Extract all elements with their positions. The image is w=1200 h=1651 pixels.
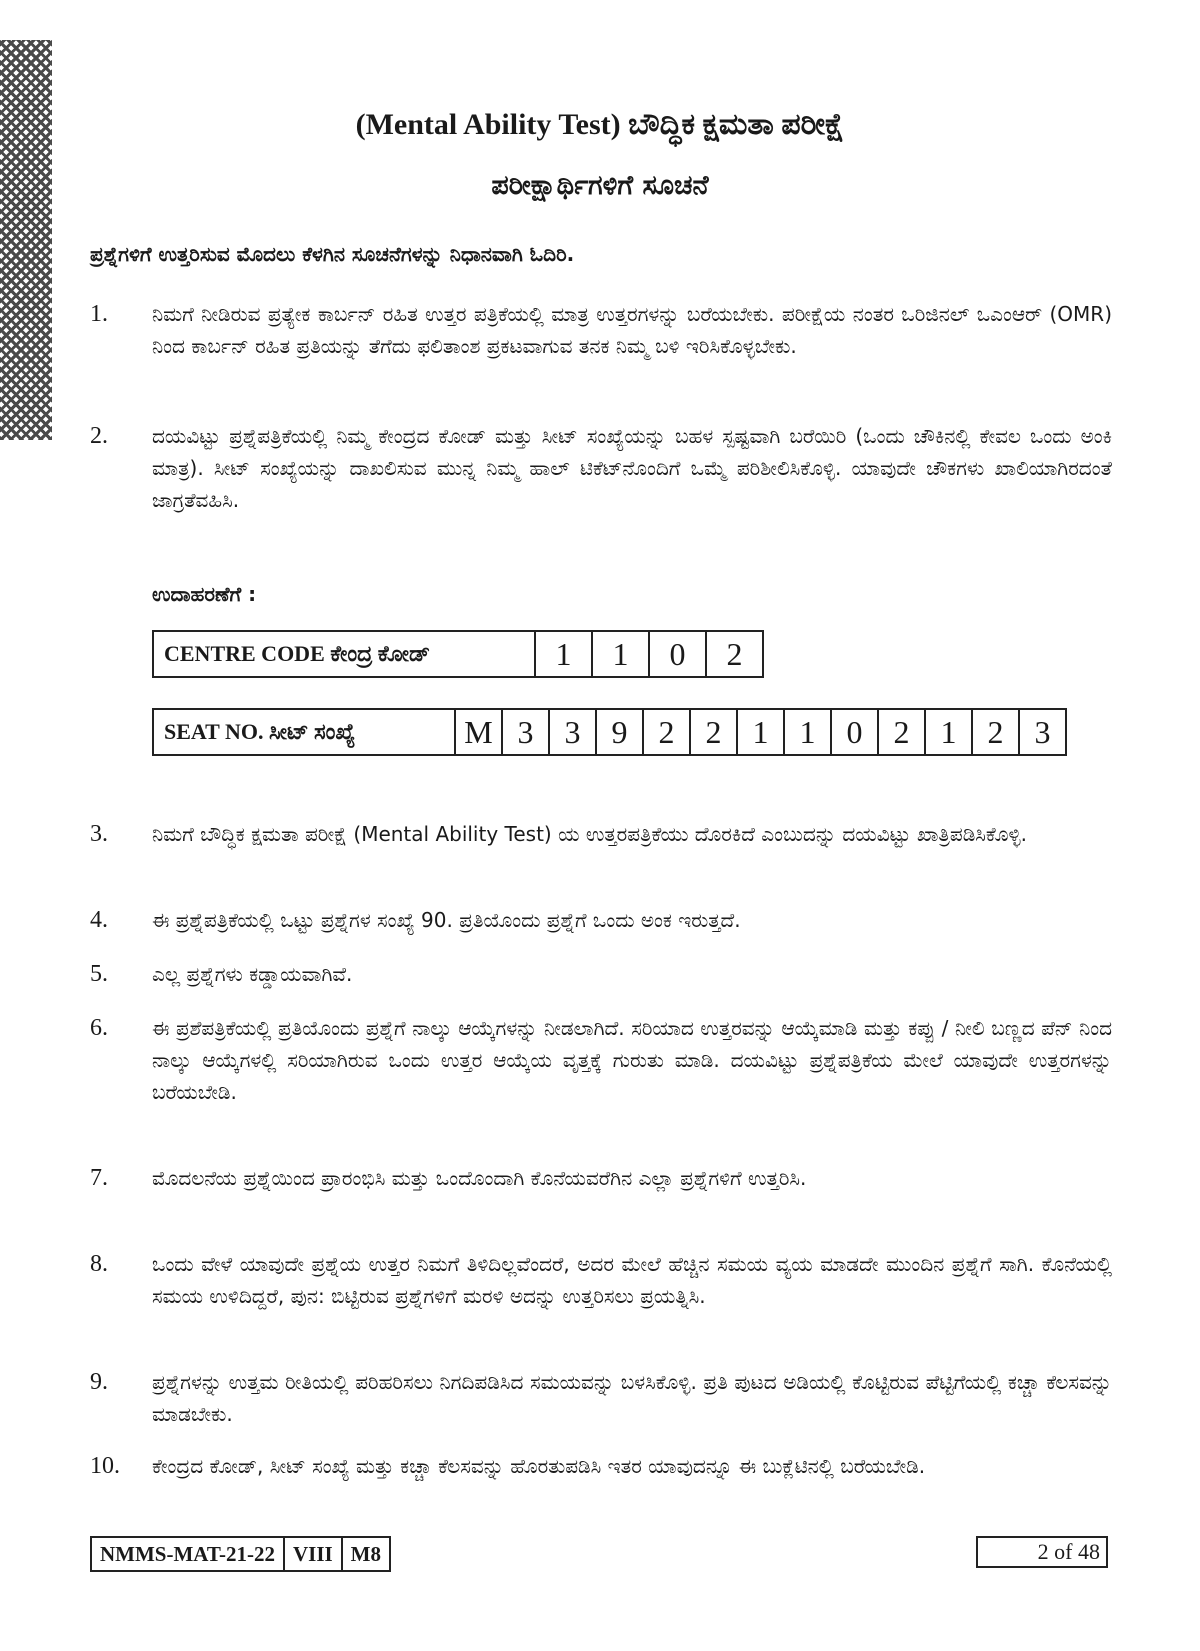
seat-digit: 2 — [690, 709, 737, 755]
seat-number-box — [152, 708, 1067, 756]
centre-digit: 1 — [535, 631, 592, 677]
seat-digit: 9 — [596, 709, 643, 755]
decorative-border — [0, 40, 52, 440]
centre-digit: 2 — [706, 631, 763, 677]
seat-digit: 1 — [737, 709, 784, 755]
item-text: ಒಂದು ವೇಳೆ ಯಾವುದೇ ಪ್ರಶ್ನೆಯ ಉತ್ತರ ನಿಮಗೆ ತಿಳಿದಿಲ್ಲವೆಂದರೆ, ಅದರ ಮೇಲೆ ಹೆಚ್ಚಿನ ಸಮಯ ವ್ಯಯ ಮಾಡದೇ ಮುಂದಿನ ಪ್ರಶ್ನೆಗೆ ಸಾಗಿ. ಕೊನೆಯಲ್ಲಿ ಸಮಯ ಉಳಿದಿದ್ದರೆ, ಪುನ: ಬಿಟ್ಟಿರುವ ಪ್ರಶ್ನೆಗಳಿಗೆ ಮರಳಿ ಅದನ್ನು ಉತ್ತರಿಸಲು ಪ್ರಯತ್ನಿಸಿ. — [152, 1252, 1112, 1308]
list-item — [90, 1012, 1112, 1108]
item-text: ಪ್ರಶ್ನೆಗಳನ್ನು ಉತ್ತಮ ರೀತಿಯಲ್ಲಿ ಪರಿಹರಿಸಲು ನಿಗದಿಪಡಿಸಿದ ಸಮಯವನ್ನು ಬಳಸಿಕೊಳ್ಳಿ. ಪ್ರತಿ ಪುಟದ ಅಡಿಯಲ್ಲಿ ಕೊಟ್ಟಿರುವ ಪೆಟ್ಟಿಗೆಯಲ್ಲಿ ಕಚ್ಚಾ ಕೆಲಸವನ್ನು ಮಾಡಬೇಕು. — [152, 1370, 1112, 1426]
item-text: ದಯವಿಟ್ಟು ಪ್ರಶ್ನೆಪತ್ರಿಕೆಯಲ್ಲಿ ನಿಮ್ಮ ಕೇಂದ್ರದ ಕೋಡ್ ಮತ್ತು ಸೀಟ್ ಸಂಖ್ಯೆಯನ್ನು ಬಹಳ ಸ್ಪಷ್ಟವಾಗಿ ಬರೆಯಿರಿ (ಒಂದು ಚೌಕಿನಲ್ಲಿ ಕೇವಲ ಒಂದು ಅಂಕಿ ಮಾತ್ರ). ಸೀಟ್ ಸಂಖ್ಯೆಯನ್ನು ದಾಖಲಿಸುವ ಮುನ್ನ ನಿಮ್ಮ ಹಾಲ್ ಟಿಕೆಟ್‌ನೊಂದಿಗೆ ಒಮ್ಮೆ ಪರಿಶೀಲಿಸಿಕೊಳ್ಳಿ. ಯಾವುದೇ ಚೌಕಗಳು ಖಾಲಿಯಾಗಿರದಂತೆ ಜಾಗ್ರತೆವಹಿಸಿ. — [152, 424, 1112, 512]
footer-class: VIII — [284, 1537, 342, 1571]
item-number: 3. — [90, 821, 108, 847]
footer-version: M8 — [342, 1537, 390, 1571]
seat-digit: 3 — [1019, 709, 1066, 755]
list-item — [90, 904, 1112, 936]
list-item — [90, 1450, 1112, 1482]
item-text: ಕೇಂದ್ರದ ಕೋಡ್, ಸೀಟ್ ಸಂಖ್ಯೆ ಮತ್ತು ಕಚ್ಚಾ ಕೆಲಸವನ್ನು ಹೊರತುಪಡಿಸಿ ಇತರ ಯಾವುದನ್ನೂ ಈ ಬುಕ್ಲೆಟಿನಲ್ಲಿ ಬರೆಯಬೇಡಿ. — [152, 1454, 926, 1478]
centre-code-label: CENTRE CODE ಕೇಂದ್ರ ಕೋಡ್ — [153, 631, 535, 677]
seat-digit: 2 — [878, 709, 925, 755]
seat-digit: 3 — [502, 709, 549, 755]
item-number: 7. — [90, 1165, 108, 1191]
footer-paper-code: NMMS-MAT-21-22 — [91, 1537, 284, 1571]
footer-code-box — [90, 1536, 391, 1572]
item-text: ಮೊದಲನೆಯ ಪ್ರಶ್ನೆಯಿಂದ ಪ್ರಾರಂಭಿಸಿ ಮತ್ತು ಒಂದೊಂದಾಗಿ ಕೊನೆಯವರೆಗಿನ ಎಲ್ಲಾ ಪ್ರಶ್ನೆಗಳಿಗೆ ಉತ್ತರಿಸಿ. — [152, 1166, 807, 1190]
page-title: (Mental Ability Test) ಬೌದ್ಧಿಕ ಕ್ಷಮತಾ ಪರೀಕ್ಷೆ — [355, 108, 845, 141]
seat-digit: 2 — [972, 709, 1019, 755]
item-number: 4. — [90, 907, 108, 933]
item-text: ಎಲ್ಲ ಪ್ರಶ್ನೆಗಳು ಕಡ್ಡಾಯವಾಗಿವೆ. — [152, 962, 353, 986]
instruction-heading: ಪ್ರಶ್ನೆಗಳಿಗೆ ಉತ್ತರಿಸುವ ಮೊದಲು ಕೆಳಗಿನ ಸೂಚನೆಗಳನ್ನು ನಿಧಾನವಾಗಿ ಓದಿರಿ. — [90, 242, 575, 266]
item-text: ಈ ಪ್ರಶೆಪತ್ರಿಕೆಯಲ್ಲಿ ಪ್ರತಿಯೊಂದು ಪ್ರಶ್ನೆಗೆ ನಾಲ್ಕು ಆಯ್ಕೆಗಳನ್ನು ನೀಡಲಾಗಿದೆ. ಸರಿಯಾದ ಉತ್ತರವನ್ನು ಆಯ್ಕೆಮಾಡಿ ಮತ್ತು ಕಪ್ಪು / ನೀಲಿ ಬಣ್ಣದ ಪೆನ್ ನಿಂದ ನಾಲ್ಕು ಆಯ್ಕೆಗಳಲ್ಲಿ ಸರಿಯಾಗಿರುವ ಒಂದು ಉತ್ತರ ಆಯ್ಕೆಯ ವೃತ್ತಕ್ಕೆ ಗುರುತು ಮಾಡಿ. ದಯವಿಟ್ಟು ಪ್ರಶ್ನೆಪತ್ರಿಕೆಯ ಮೇಲೆ ಯಾವುದೇ ಉತ್ತರಗಳನ್ನು ಬರೆಯಬೇಡಿ. — [152, 1016, 1112, 1104]
list-item — [90, 298, 1112, 362]
seat-digit: M — [455, 709, 502, 755]
example-label: ಉದಾಹರಣೆಗೆ : — [152, 582, 257, 606]
page-subtitle: ಪರೀಕ್ಷಾರ್ಥಿಗಳಿಗೆ ಸೂಚನೆ — [491, 170, 709, 201]
list-item — [90, 818, 1112, 850]
list-item — [90, 958, 1112, 990]
list-item — [90, 420, 1112, 516]
item-number: 2. — [90, 423, 108, 449]
seat-digit: 3 — [549, 709, 596, 755]
item-number: 5. — [90, 961, 108, 987]
seat-digit: 1 — [784, 709, 831, 755]
item-text: ನಿಮಗೆ ಬೌದ್ಧಿಕ ಕ್ಷಮತಾ ಪರೀಕ್ಷೆ (Mental Ability Test) ಯ ಉತ್ತರಪತ್ರಿಕೆಯು ದೊರಕಿದೆ ಎಂಬುದನ್ನು ದಯವಿಟ್ಟು ಖಾತ್ರಿಪಡಿಸಿಕೊಳ್ಳಿ. — [152, 822, 1027, 846]
list-item — [90, 1162, 1112, 1194]
centre-code-box — [152, 630, 764, 678]
list-item — [90, 1248, 1112, 1312]
seat-digit: 0 — [831, 709, 878, 755]
seat-number-label: SEAT NO. ಸೀಟ್ ಸಂಖ್ಯೆ — [153, 709, 455, 755]
page-number: 2 of 48 — [976, 1536, 1108, 1568]
centre-digit: 0 — [649, 631, 706, 677]
item-text: ಈ ಪ್ರಶ್ನೆಪತ್ರಿಕೆಯಲ್ಲಿ ಒಟ್ಟು ಪ್ರಶ್ನೆಗಳ ಸಂಖ್ಯೆ 90. ಪ್ರತಿಯೊಂದು ಪ್ರಶ್ನೆಗೆ ಒಂದು ಅಂಕ ಇರುತ್ತದೆ. — [152, 908, 741, 932]
item-number: 9. — [90, 1369, 108, 1395]
item-number: 8. — [90, 1251, 108, 1277]
item-text: ನಿಮಗೆ ನೀಡಿರುವ ಪ್ರತ್ಯೇಕ ಕಾರ್ಬನ್ ರಹಿತ ಉತ್ತರ ಪತ್ರಿಕೆಯಲ್ಲಿ ಮಾತ್ರ ಉತ್ತರಗಳನ್ನು ಬರೆಯಬೇಕು. ಪರೀಕ್ಷೆಯ ನಂತರ ಒರಿಜಿನಲ್ ಒಎಂಆರ್ (OMR) ನಿಂದ ಕಾರ್ಬನ್ ರಹಿತ ಪ್ರತಿಯನ್ನು ತೆಗೆದು ಫಲಿತಾಂಶ ಪ್ರಕಟವಾಗುವ ತನಕ ನಿಮ್ಮ ಬಳಿ ಇರಿಸಿಕೊಳ್ಳಬೇಕು. — [152, 302, 1112, 358]
seat-digit: 1 — [925, 709, 972, 755]
list-item — [90, 1366, 1112, 1430]
centre-digit: 1 — [592, 631, 649, 677]
item-number: 10. — [90, 1453, 120, 1479]
seat-digit: 2 — [643, 709, 690, 755]
item-number: 1. — [90, 301, 108, 327]
item-number: 6. — [90, 1015, 108, 1041]
